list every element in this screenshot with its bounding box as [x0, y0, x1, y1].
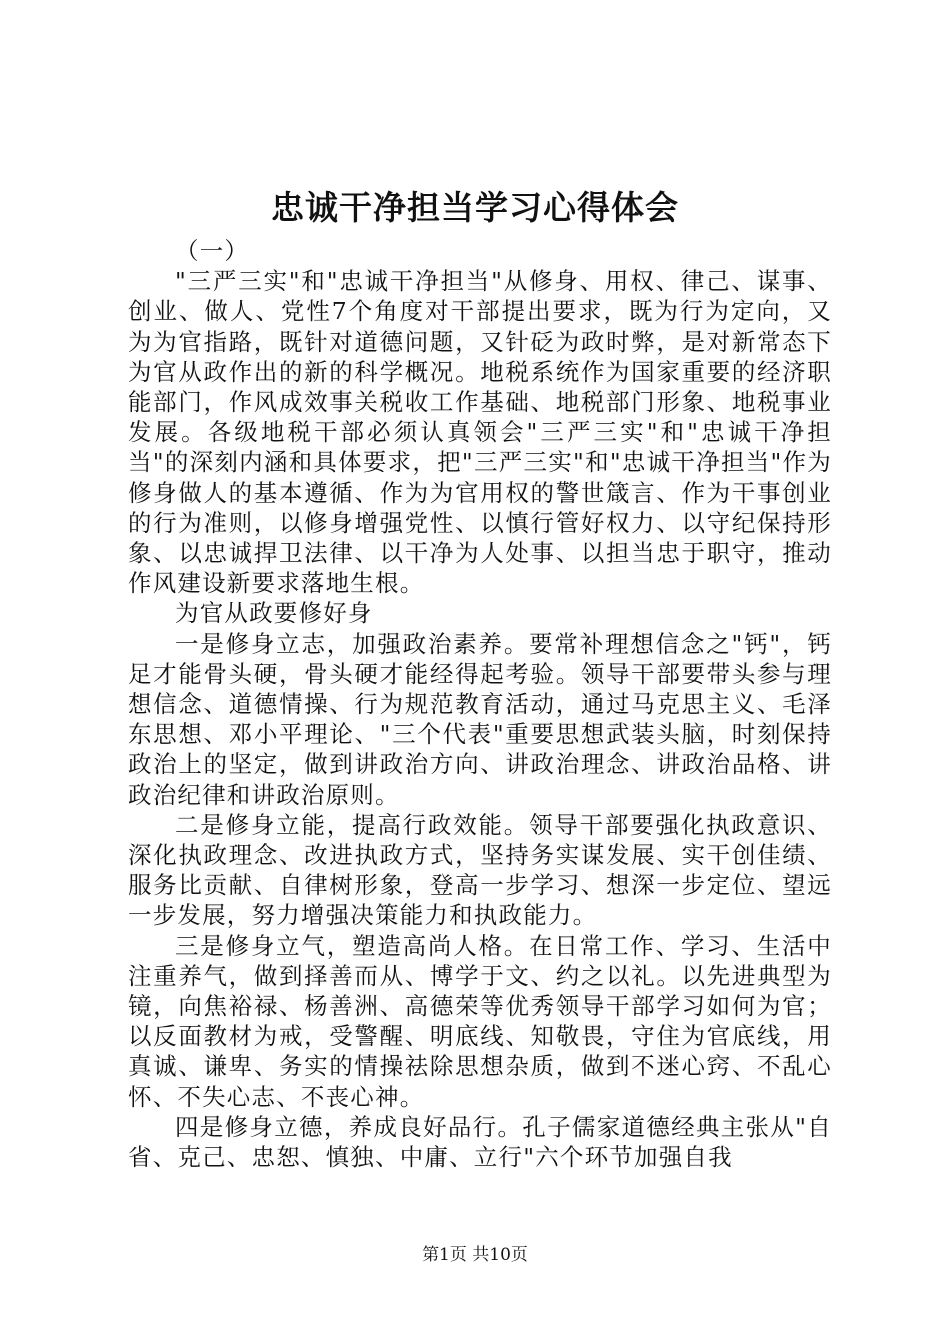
- paragraph-intro: "三严三实"和"忠诚干净担当"从修身、用权、律己、谋事、创业、做人、党性7个角度对干部提出要求，既为行为定向，又为为官指路，既针对道德问题，又针砭为政时弊，是对新常态下为官从政作出的新的科学概况。地税系统作为国家重要的经济职能部门，作风成效事关税收工作基础、地税部门形象、地税事业发展。各级地税干部必须认真领会"三严三实"和"忠诚干净担当"的深刻内涵和具体要求，把"三严三实"和"忠诚干净担当"作为修身做人的基本遵循、作为为官用权的警世箴言、作为干事创业的行为准则，以修身增强党性、以慎行管好权力、以守纪保持形象、以忠诚捍卫法律、以干净为人处事、以担当忠于职守，推动作风建设新要求落地生根。: [128, 267, 832, 598]
- paragraph-point-3: 三是修身立气，塑造高尚人格。在日常工作、学习、生活中注重养气，做到择善而从、博学于文、约之以礼。以先进典型为镜，向焦裕禄、杨善洲、高德荣等优秀领导干部学习如何为官；以反面教材为戒，受警醒、明底线、知敬畏，守住为官底线，用真诚、谦卑、务实的情操祛除思想杂质，做到不迷心窍、不乱心怀、不失心志、不丧心神。: [128, 931, 832, 1111]
- document-title: 忠诚干净担当学习心得体会: [271, 188, 679, 227]
- paragraph-section-number: （一）: [175, 237, 250, 265]
- page-number-footer: 第1页 共10页: [422, 1245, 528, 1265]
- paragraph-heading: 为官从政要修好身: [175, 599, 373, 628]
- paragraph-point-1: 一是修身立志，加强政治素养。要常补理想信念之"钙"，钙足才能骨头硬，骨头硬才能经得起考验。领导干部要带头参与理想信念、道德情操、行为规范教育活动，通过马克思主义、毛泽东思想、邓小平理论、"三个代表"重要思想武装头脑，时刻保持政治上的坚定，做到讲政治方向、讲政治理念、讲政治品格、讲政治纪律和讲政治原则。: [128, 629, 832, 809]
- paragraph-point-2: 二是修身立能，提高行政效能。领导干部要强化执政意识、深化执政理念、改进执政方式，坚持务实谋发展、实干创佳绩、服务比贡献、自律树形象，登高一步学习、想深一步定位、望远一步发展，努力增强决策能力和执政能力。: [128, 810, 832, 930]
- document-body: [128, 236, 832, 1172]
- paragraph-point-4: 四是修身立德，养成良好品行。孔子儒家道德经典主张从"自省、克己、忠恕、慎独、中庸、立行"六个环节加强自我: [128, 1112, 832, 1172]
